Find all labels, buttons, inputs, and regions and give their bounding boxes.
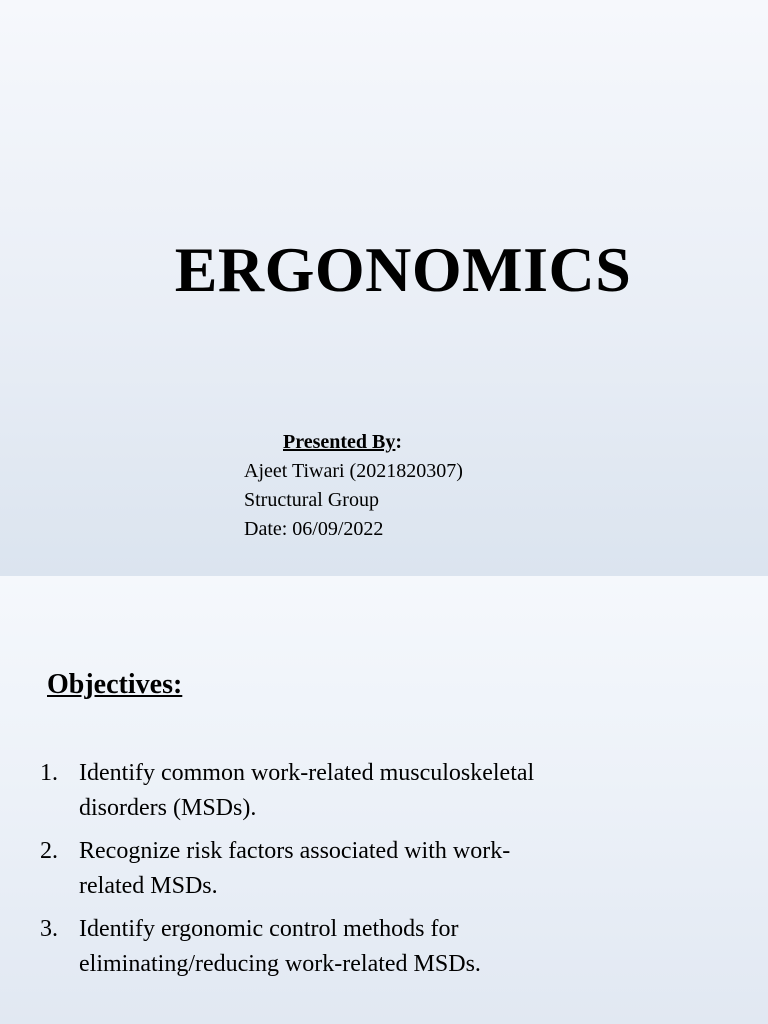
- item-number: 3.: [40, 916, 58, 942]
- objectives-slide: [0, 576, 768, 1024]
- presenter-heading: [283, 428, 463, 457]
- item-text: [79, 834, 740, 904]
- item-text-line: Recognize risk factors associated with work-: [79, 838, 511, 864]
- list-item: [40, 912, 740, 982]
- list-item: [40, 834, 740, 904]
- objectives-heading: Objectives:: [47, 669, 183, 700]
- presentation-date: Date: 06/09/2022: [244, 518, 384, 540]
- objectives-list: [40, 756, 740, 990]
- item-text: [79, 912, 740, 982]
- item-text: [79, 756, 740, 826]
- presentation-title: ERGONOMICS: [174, 234, 632, 305]
- item-text-line: eliminating/reducing work-related MSDs.: [79, 951, 481, 977]
- list-item: [40, 756, 740, 826]
- item-text-line: Identify ergonomic control methods for: [79, 916, 459, 942]
- presenter-label: Presented By: [283, 431, 396, 453]
- presenter-name: Ajeet Tiwari (2021820307): [244, 460, 463, 482]
- presenter-group: Structural Group: [244, 489, 379, 511]
- item-number: 2.: [40, 838, 58, 864]
- item-text-line: related MSDs.: [79, 873, 218, 899]
- item-text-line: Identify common work-related musculoskeletal: [79, 760, 535, 786]
- item-number: 1.: [40, 760, 58, 786]
- item-text-line: disorders (MSDs).: [79, 795, 257, 821]
- presenter-info: [244, 428, 463, 544]
- presenter-colon: :: [395, 431, 403, 453]
